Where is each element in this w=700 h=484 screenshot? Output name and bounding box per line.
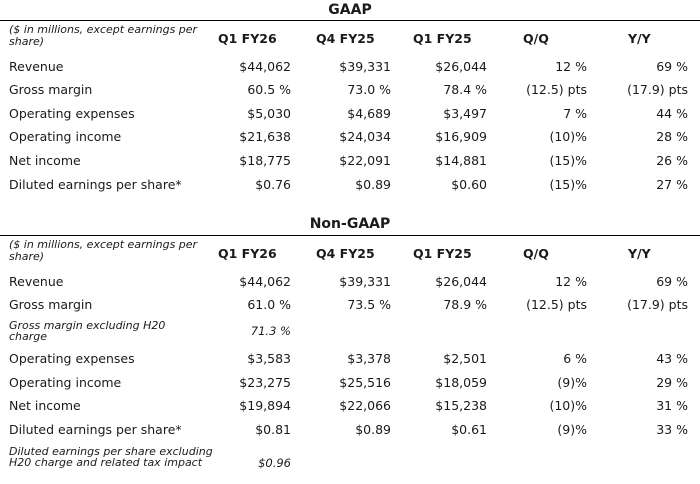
value-q4fy25: $39,331 bbox=[339, 59, 391, 74]
value-q1fy26: $19,894 bbox=[239, 398, 291, 413]
nongaap-header-q1fy25: Q1 FY25 bbox=[413, 246, 472, 261]
value-q1fy25: $14,881 bbox=[435, 153, 487, 168]
gaap-divider bbox=[0, 20, 700, 21]
value-q1fy26: $5,030 bbox=[247, 106, 291, 121]
value-q4fy25: $25,516 bbox=[339, 375, 391, 390]
row-label: Diluted earnings per share* bbox=[9, 422, 182, 437]
value-yy: 31 % bbox=[656, 398, 688, 413]
value-qq: (10)% bbox=[549, 129, 587, 144]
gaap-header-q1fy26: Q1 FY26 bbox=[218, 31, 277, 46]
value-yy: 26 % bbox=[656, 153, 688, 168]
value-qq: 12 % bbox=[555, 274, 587, 289]
value-q1fy25: $16,909 bbox=[435, 129, 487, 144]
value-q1fy26: 71.3 % bbox=[250, 324, 291, 338]
gaap-header-qq: Q/Q bbox=[523, 31, 549, 46]
value-qq: (12.5) pts bbox=[526, 82, 587, 97]
value-yy: 27 % bbox=[656, 177, 688, 192]
nongaap-title: Non-GAAP bbox=[309, 216, 391, 232]
gaap-header-row bbox=[0, 24, 700, 52]
value-q1fy25: $0.61 bbox=[451, 422, 487, 437]
value-qq: 7 % bbox=[563, 106, 587, 121]
value-q4fy25: $39,331 bbox=[339, 274, 391, 289]
value-qq: (9)% bbox=[557, 375, 587, 390]
value-q4fy25: $3,378 bbox=[347, 351, 391, 366]
value-yy: 69 % bbox=[656, 59, 688, 74]
row-label: Operating income bbox=[9, 129, 122, 144]
value-q4fy25: $0.89 bbox=[355, 177, 391, 192]
row-label: Operating expenses bbox=[9, 351, 135, 366]
row-label: Gross margin bbox=[9, 82, 93, 97]
value-yy: 44 % bbox=[656, 106, 688, 121]
value-qq: 12 % bbox=[555, 59, 587, 74]
value-q1fy25: 78.9 % bbox=[443, 297, 487, 312]
value-q1fy26: $0.81 bbox=[255, 422, 291, 437]
value-yy: (17.9) pts bbox=[627, 82, 688, 97]
nongaap-divider bbox=[0, 235, 700, 236]
value-q4fy25: $22,091 bbox=[339, 153, 391, 168]
row-label: Net income bbox=[9, 398, 81, 413]
value-q1fy26: $18,775 bbox=[239, 153, 291, 168]
value-q4fy25: $4,689 bbox=[347, 106, 391, 121]
gaap-title: GAAP bbox=[328, 2, 372, 18]
value-q4fy25: 73.0 % bbox=[347, 82, 391, 97]
gaap-header-yy: Y/Y bbox=[628, 31, 651, 46]
value-q4fy25: $22,066 bbox=[339, 398, 391, 413]
row-label: Revenue bbox=[9, 274, 64, 289]
row-label: Gross margin excluding H20 charge bbox=[9, 319, 166, 343]
nongaap-header-q4fy25: Q4 FY25 bbox=[316, 246, 375, 261]
value-q1fy26: $3,583 bbox=[247, 351, 291, 366]
row-label: Operating income bbox=[9, 375, 122, 390]
value-q1fy26: $21,638 bbox=[239, 129, 291, 144]
value-qq: (12.5) pts bbox=[526, 297, 587, 312]
gaap-header-q4fy25: Q4 FY25 bbox=[316, 31, 375, 46]
table-row bbox=[0, 320, 700, 344]
value-q1fy26: $0.96 bbox=[258, 456, 291, 470]
gaap-header-q1fy25: Q1 FY25 bbox=[413, 31, 472, 46]
nongaap-header-row bbox=[0, 239, 700, 267]
value-q1fy26: $0.76 bbox=[255, 177, 291, 192]
nongaap-header-q1fy26: Q1 FY26 bbox=[218, 246, 277, 261]
row-label: Operating expenses bbox=[9, 106, 135, 121]
nongaap-header-qq: Q/Q bbox=[523, 246, 549, 261]
row-label: Net income bbox=[9, 153, 81, 168]
value-yy: 43 % bbox=[656, 351, 688, 366]
row-label: Gross margin bbox=[9, 297, 93, 312]
value-q4fy25: 73.5 % bbox=[347, 297, 391, 312]
value-q1fy25: $26,044 bbox=[435, 59, 487, 74]
row-label: Revenue bbox=[9, 59, 64, 74]
value-qq: (10)% bbox=[549, 398, 587, 413]
value-q1fy25: $3,497 bbox=[443, 106, 487, 121]
nongaap-header-yy: Y/Y bbox=[628, 246, 651, 261]
gaap-units-note: ($ in millions, except earnings per share) bbox=[9, 23, 198, 48]
value-yy: 29 % bbox=[656, 375, 688, 390]
value-qq: (15)% bbox=[549, 177, 587, 192]
value-q1fy25: 78.4 % bbox=[443, 82, 487, 97]
value-q1fy25: $15,238 bbox=[435, 398, 487, 413]
value-q1fy26: 60.5 % bbox=[247, 82, 291, 97]
row-label: Diluted earnings per share excluding H20 charge and related tax impact bbox=[9, 445, 213, 469]
value-qq: (15)% bbox=[549, 153, 587, 168]
value-q4fy25: $24,034 bbox=[339, 129, 391, 144]
row-label: Diluted earnings per share* bbox=[9, 177, 182, 192]
value-q1fy26: 61.0 % bbox=[247, 297, 291, 312]
value-qq: (9)% bbox=[557, 422, 587, 437]
value-yy: 69 % bbox=[656, 274, 688, 289]
value-q1fy25: $0.60 bbox=[451, 177, 487, 192]
value-q1fy25: $18,059 bbox=[435, 375, 487, 390]
value-yy: 28 % bbox=[656, 129, 688, 144]
value-q1fy26: $44,062 bbox=[239, 59, 291, 74]
value-q1fy25: $2,501 bbox=[443, 351, 487, 366]
table-row bbox=[0, 446, 700, 482]
value-q1fy25: $26,044 bbox=[435, 274, 487, 289]
nongaap-units-note: ($ in millions, except earnings per share) bbox=[9, 238, 198, 263]
value-q1fy26: $23,275 bbox=[239, 375, 291, 390]
value-qq: 6 % bbox=[563, 351, 587, 366]
value-yy: 33 % bbox=[656, 422, 688, 437]
value-q4fy25: $0.89 bbox=[355, 422, 391, 437]
value-yy: (17.9) pts bbox=[627, 297, 688, 312]
value-q1fy26: $44,062 bbox=[239, 274, 291, 289]
